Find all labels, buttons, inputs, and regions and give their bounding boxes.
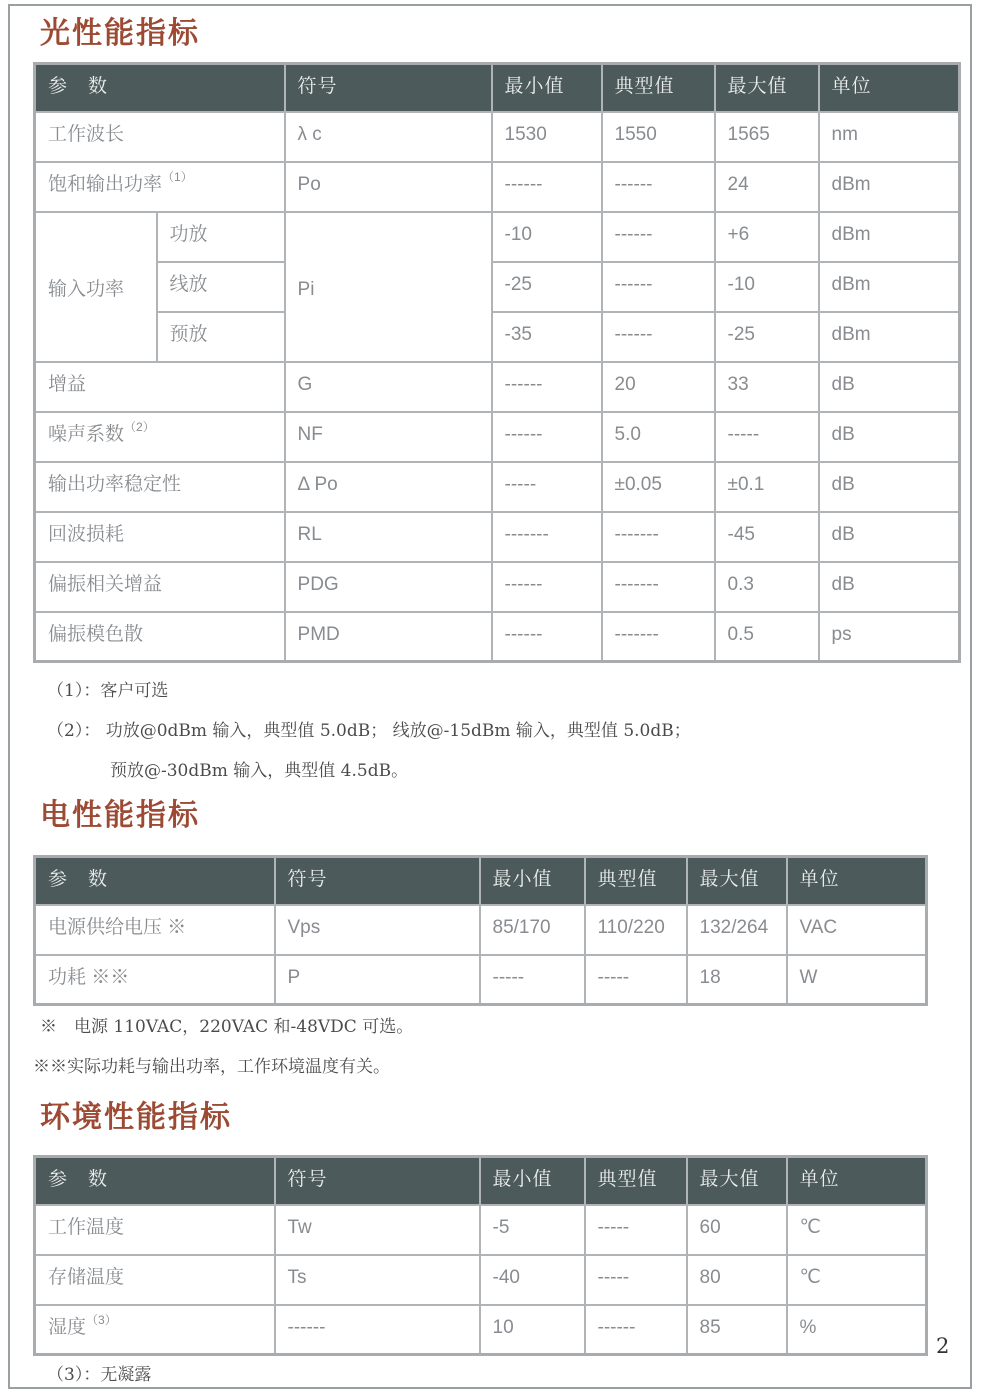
cell-max: ----- <box>715 412 819 462</box>
cell-unit: dB <box>819 362 960 412</box>
environment-spec-table <box>33 1155 928 1356</box>
cell-unit: dB <box>819 412 960 462</box>
header-typ: 典型值 <box>585 857 687 905</box>
cell-subparam: 线放 <box>157 262 285 312</box>
header-min: 最小值 <box>480 1157 585 1205</box>
table-row <box>35 955 927 1005</box>
param-label: 工作波长 <box>48 123 125 145</box>
cell-min: -40 <box>480 1255 585 1305</box>
cell-min: 85/170 <box>480 905 585 955</box>
footnote-electrical-2: ※※实际功耗与输出功率，工作环境温度有关。 <box>33 1057 390 1077</box>
cell-min: ------ <box>492 362 602 412</box>
table-row <box>35 612 960 662</box>
cell-symbol: PMD <box>285 612 492 662</box>
section-title-electrical: 电性能指标 <box>40 799 200 832</box>
table-row <box>35 462 960 512</box>
table-header-row <box>35 64 960 112</box>
param-label: 偏振相关增益 <box>48 573 163 595</box>
cell-symbol: P <box>275 955 480 1005</box>
cell-max: 60 <box>687 1205 787 1255</box>
cell-min: ------- <box>492 512 602 562</box>
param-label: 偏振模色散 <box>48 623 144 645</box>
cell-typ: ------ <box>602 262 715 312</box>
footnote-electrical-1: ※ 电源 110VAC，220VAC 和-48VDC 可选。 <box>40 1017 414 1037</box>
param-superscript: （2） <box>124 419 155 434</box>
footnote-optical-2b: 预放@-30dBm 输入，典型值 4.5dB。 <box>110 761 409 781</box>
table-row <box>35 312 960 362</box>
header-unit: 单位 <box>787 1157 927 1205</box>
table-row <box>35 112 960 162</box>
table-row <box>35 412 960 462</box>
cell-unit: dB <box>819 562 960 612</box>
cell-typ: ------- <box>602 512 715 562</box>
cell-param: 电源供给电压 ※ <box>35 905 275 955</box>
cell-symbol: Vps <box>275 905 480 955</box>
table-row <box>35 1205 927 1255</box>
header-unit: 单位 <box>787 857 927 905</box>
cell-symbol: Tw <box>275 1205 480 1255</box>
cell-param <box>35 1305 275 1355</box>
cell-param <box>35 362 285 412</box>
param-superscript: （1） <box>162 169 193 184</box>
cell-symbol: PDG <box>285 562 492 612</box>
header-param: 参 数 <box>35 64 285 112</box>
param-label: 饱和输出功率 <box>48 173 163 195</box>
cell-unit: ps <box>819 612 960 662</box>
param-label: 噪声系数 <box>48 423 125 445</box>
page-number: 2 <box>936 1334 950 1358</box>
cell-unit: dBm <box>819 312 960 362</box>
cell-unit: W <box>787 955 927 1005</box>
cell-typ: 110/220 <box>585 905 687 955</box>
header-param: 参 数 <box>35 857 275 905</box>
cell-min: ------ <box>492 562 602 612</box>
cell-max: +6 <box>715 212 819 262</box>
table-row <box>35 162 960 212</box>
cell-unit: VAC <box>787 905 927 955</box>
cell-typ: ----- <box>585 955 687 1005</box>
header-symbol: 符号 <box>285 64 492 112</box>
cell-max: 132/264 <box>687 905 787 955</box>
table-row <box>35 262 960 312</box>
table-header-row <box>35 1157 927 1205</box>
table-row <box>35 362 960 412</box>
param-label: 输出功率稳定性 <box>48 473 182 495</box>
cell-max: -45 <box>715 512 819 562</box>
cell-subparam: 功放 <box>157 212 285 262</box>
table-row <box>35 562 960 612</box>
cell-max: 18 <box>687 955 787 1005</box>
param-label: 存储温度 <box>48 1266 125 1288</box>
optical-spec-table <box>33 62 961 663</box>
cell-min: ------ <box>492 612 602 662</box>
cell-param: 功耗 ※※ <box>35 955 275 1005</box>
electrical-spec-table <box>33 855 928 1006</box>
table-row <box>35 1305 927 1355</box>
header-symbol: 符号 <box>275 1157 480 1205</box>
cell-typ: 5.0 <box>602 412 715 462</box>
cell-unit: dBm <box>819 212 960 262</box>
cell-max: 1565 <box>715 112 819 162</box>
header-symbol: 符号 <box>275 857 480 905</box>
footnote-optical-2a: （2）： 功放@0dBm 输入，典型值 5.0dB； 线放@-15dBm 输入，典型值 5.0dB； <box>47 721 691 741</box>
cell-max: 80 <box>687 1255 787 1305</box>
cell-min: -5 <box>480 1205 585 1255</box>
cell-param <box>35 562 285 612</box>
header-max: 最大值 <box>715 64 819 112</box>
cell-min: 10 <box>480 1305 585 1355</box>
param-superscript: （3） <box>86 1312 117 1327</box>
cell-symbol: Ts <box>275 1255 480 1305</box>
param-label: 湿度 <box>48 1316 87 1338</box>
table-row <box>35 212 960 262</box>
cell-typ: ------ <box>602 162 715 212</box>
cell-typ: ------ <box>602 312 715 362</box>
cell-typ: 1550 <box>602 112 715 162</box>
cell-max: 85 <box>687 1305 787 1355</box>
cell-param <box>35 1205 275 1255</box>
param-label: 工作温度 <box>48 1216 125 1238</box>
cell-symbol: Po <box>285 162 492 212</box>
cell-min: ----- <box>480 955 585 1005</box>
cell-param <box>35 412 285 462</box>
cell-min: 1530 <box>492 112 602 162</box>
cell-unit: dB <box>819 462 960 512</box>
cell-symbol: Pi <box>285 212 492 362</box>
cell-max: -25 <box>715 312 819 362</box>
footnote-optical-1: （1）：客户可选 <box>47 681 169 701</box>
cell-symbol: Δ Po <box>285 462 492 512</box>
cell-typ: ----- <box>585 1255 687 1305</box>
cell-min: -10 <box>492 212 602 262</box>
cell-min: ------ <box>492 412 602 462</box>
cell-max: ±0.1 <box>715 462 819 512</box>
header-typ: 典型值 <box>602 64 715 112</box>
header-unit: 单位 <box>819 64 960 112</box>
cell-unit: ℃ <box>787 1205 927 1255</box>
cell-symbol: λ c <box>285 112 492 162</box>
cell-typ: 20 <box>602 362 715 412</box>
cell-symbol: RL <box>285 512 492 562</box>
cell-param <box>35 512 285 562</box>
cell-max: -10 <box>715 262 819 312</box>
cell-unit: nm <box>819 112 960 162</box>
cell-max: 0.3 <box>715 562 819 612</box>
cell-param <box>35 462 285 512</box>
cell-max: 33 <box>715 362 819 412</box>
cell-typ: ------ <box>602 212 715 262</box>
cell-unit: ℃ <box>787 1255 927 1305</box>
cell-symbol: G <box>285 362 492 412</box>
cell-typ: ------- <box>602 562 715 612</box>
header-max: 最大值 <box>687 1157 787 1205</box>
cell-typ: ------ <box>585 1305 687 1355</box>
cell-param <box>35 1255 275 1305</box>
cell-symbol: NF <box>285 412 492 462</box>
cell-typ: ±0.05 <box>602 462 715 512</box>
header-min: 最小值 <box>480 857 585 905</box>
cell-min: ------ <box>492 162 602 212</box>
footnote-environment-1: （3）：无凝露 <box>47 1365 152 1385</box>
table-row <box>35 905 927 955</box>
cell-min: -35 <box>492 312 602 362</box>
header-param: 参 数 <box>35 1157 275 1205</box>
cell-unit: dBm <box>819 162 960 212</box>
cell-param <box>35 612 285 662</box>
header-min: 最小值 <box>492 64 602 112</box>
header-typ: 典型值 <box>585 1157 687 1205</box>
table-row <box>35 512 960 562</box>
param-label: 增益 <box>48 373 87 395</box>
cell-symbol: ------ <box>275 1305 480 1355</box>
cell-unit: dB <box>819 512 960 562</box>
cell-param <box>35 162 285 212</box>
section-title-optical: 光性能指标 <box>40 17 200 50</box>
cell-param-group: 输入功率 <box>35 212 157 362</box>
section-title-environment: 环境性能指标 <box>40 1101 232 1134</box>
cell-max: 24 <box>715 162 819 212</box>
cell-unit: % <box>787 1305 927 1355</box>
cell-param <box>35 112 285 162</box>
cell-typ: ------- <box>602 612 715 662</box>
table-header-row <box>35 857 927 905</box>
table-row <box>35 1255 927 1305</box>
cell-subparam: 预放 <box>157 312 285 362</box>
cell-min: ----- <box>492 462 602 512</box>
header-max: 最大值 <box>687 857 787 905</box>
cell-unit: dBm <box>819 262 960 312</box>
cell-min: -25 <box>492 262 602 312</box>
cell-max: 0.5 <box>715 612 819 662</box>
cell-typ: ----- <box>585 1205 687 1255</box>
param-label: 回波损耗 <box>48 523 125 545</box>
